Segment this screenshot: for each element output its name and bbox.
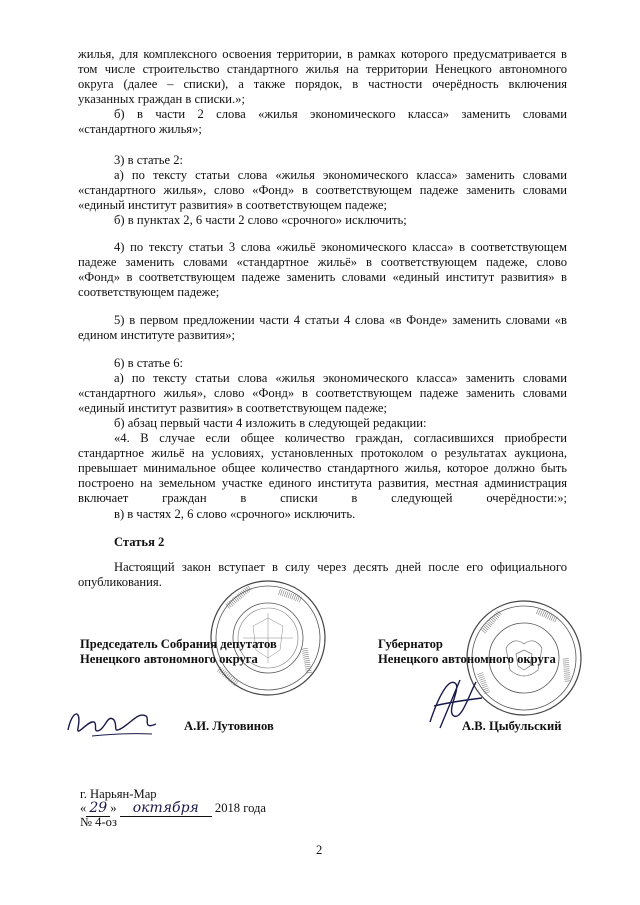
left-signatory-title-line: Ненецкого автономного округа xyxy=(80,652,258,666)
paragraph-line: построено на земельном участке единого института развития, местная администрация xyxy=(78,476,567,490)
paragraph-line: а) по тексту статьи слова «жилья экономического класса» заменить словами xyxy=(114,371,567,385)
left-signatory-title-line: Председатель Собрания депутатов xyxy=(80,637,277,651)
paragraph-line: падеже заменить словами «стандартное жильё» в соответствующем падеже, слово xyxy=(78,255,567,269)
paragraph-line: опубликования. xyxy=(78,575,162,589)
paragraph-line: округа (далее – списки), а также порядок, в частности очерёдность включения xyxy=(78,77,567,91)
svg-text:|||||||||||||||: ||||||||||||||| xyxy=(224,584,253,610)
law-number: № 4-оз xyxy=(80,815,117,829)
paragraph-line: 3) в статье 2: xyxy=(114,153,184,167)
paragraph-line: указанных граждан в списки.»; xyxy=(78,92,245,106)
paragraph-line: в) в частях 2, 6 слово «срочного» исключить. xyxy=(114,507,356,521)
paragraph-line: 6) в статье 6: xyxy=(114,356,184,370)
paragraph-line: соответствующем падеже; xyxy=(78,285,220,299)
svg-text:|||||||||||: ||||||||||| xyxy=(535,607,559,624)
paragraph-line: б) абзац первый части 4 изложить в следующей редакции: xyxy=(114,416,427,430)
signing-date: « 29 » октября 2018 года xyxy=(80,800,267,816)
right-signatory-title-line: Губернатор xyxy=(378,637,443,651)
svg-text:||||||||||||: |||||||||||| xyxy=(277,588,303,604)
paragraph-line: б) в части 2 слова «жилья экономического класса» заменить словами xyxy=(114,107,567,121)
handwritten-day: 29 xyxy=(86,800,110,817)
paragraph-line: «стандартного жилья»; xyxy=(78,122,202,136)
right-signatory-name: А.В. Цыбульский xyxy=(462,719,562,733)
paragraph-line: «стандартного жилья», слово «Фонд» в соответствующем падеже заменить словами xyxy=(78,183,567,197)
left-handwritten-signature xyxy=(62,700,162,742)
right-signatory-title-line: Ненецкого автономного округа xyxy=(378,652,556,666)
handwritten-month: октября xyxy=(120,800,212,817)
paragraph-line: превышает минимальное общее количество стандартного жилья, которое должно быть xyxy=(78,461,567,475)
left-signatory-name: А.И. Лутовинов xyxy=(184,719,274,733)
paragraph-line: «единый институт развития» в соответствующем падеже; xyxy=(78,401,387,415)
svg-text:||||||||||||: |||||||||||| xyxy=(216,665,240,687)
page-number: 2 xyxy=(316,843,323,857)
paragraph-line: а) по тексту статьи слова «жилья экономического класса» заменить словами xyxy=(114,168,567,182)
svg-text:|||||||||||: ||||||||||| xyxy=(476,671,491,695)
paragraph-line: «Фонд» в соответствующем падеже заменить словами «единый институт развития» в xyxy=(78,270,567,284)
svg-text:|||||||||||||: ||||||||||||| xyxy=(480,609,503,635)
place-of-signing: г. Нарьян-Мар xyxy=(80,787,157,801)
paragraph-line: включает граждан в списки в следующей очерёдности:»; xyxy=(78,491,567,505)
paragraph-line: Настоящий закон вступает в силу через десять дней после его официального xyxy=(114,560,567,574)
paragraph-line: стандартное жильё на условиях, установленных протоколом о результатах аукциона, xyxy=(78,446,567,460)
paragraph-line: «4. В случае если общее количество граждан, согласившихся приобрести xyxy=(114,431,567,445)
paragraph-line: «единый институт развития» в соответствующем падеже; xyxy=(78,198,387,212)
svg-text:|||||||||||||: ||||||||||||| xyxy=(301,647,313,675)
paragraph-line: едином институте развития»; xyxy=(78,328,236,342)
paragraph-line: том числе строительство стандартного жилья на территории Ненецкого автономного xyxy=(78,62,567,76)
paragraph-line: «стандартного жилья», слово «Фонд» в соответствующем падеже заменить словами xyxy=(78,386,567,400)
article-heading: Статья 2 xyxy=(114,535,165,549)
paragraph-line: 4) по тексту статьи 3 слова «жильё экономического класса» в соответствующем xyxy=(114,240,567,254)
paragraph-line: 5) в первом предложении части 4 статьи 4 слова «в Фонде» заменить словами «в xyxy=(114,313,567,327)
paragraph-line: б) в пунктах 2, 6 части 2 слово «срочного» исключить; xyxy=(114,213,407,227)
svg-text:||||||||||||: |||||||||||| xyxy=(562,657,572,683)
paragraph-line: жилья, для комплексного освоения территории, в рамках которого предусматривается в xyxy=(78,47,567,61)
